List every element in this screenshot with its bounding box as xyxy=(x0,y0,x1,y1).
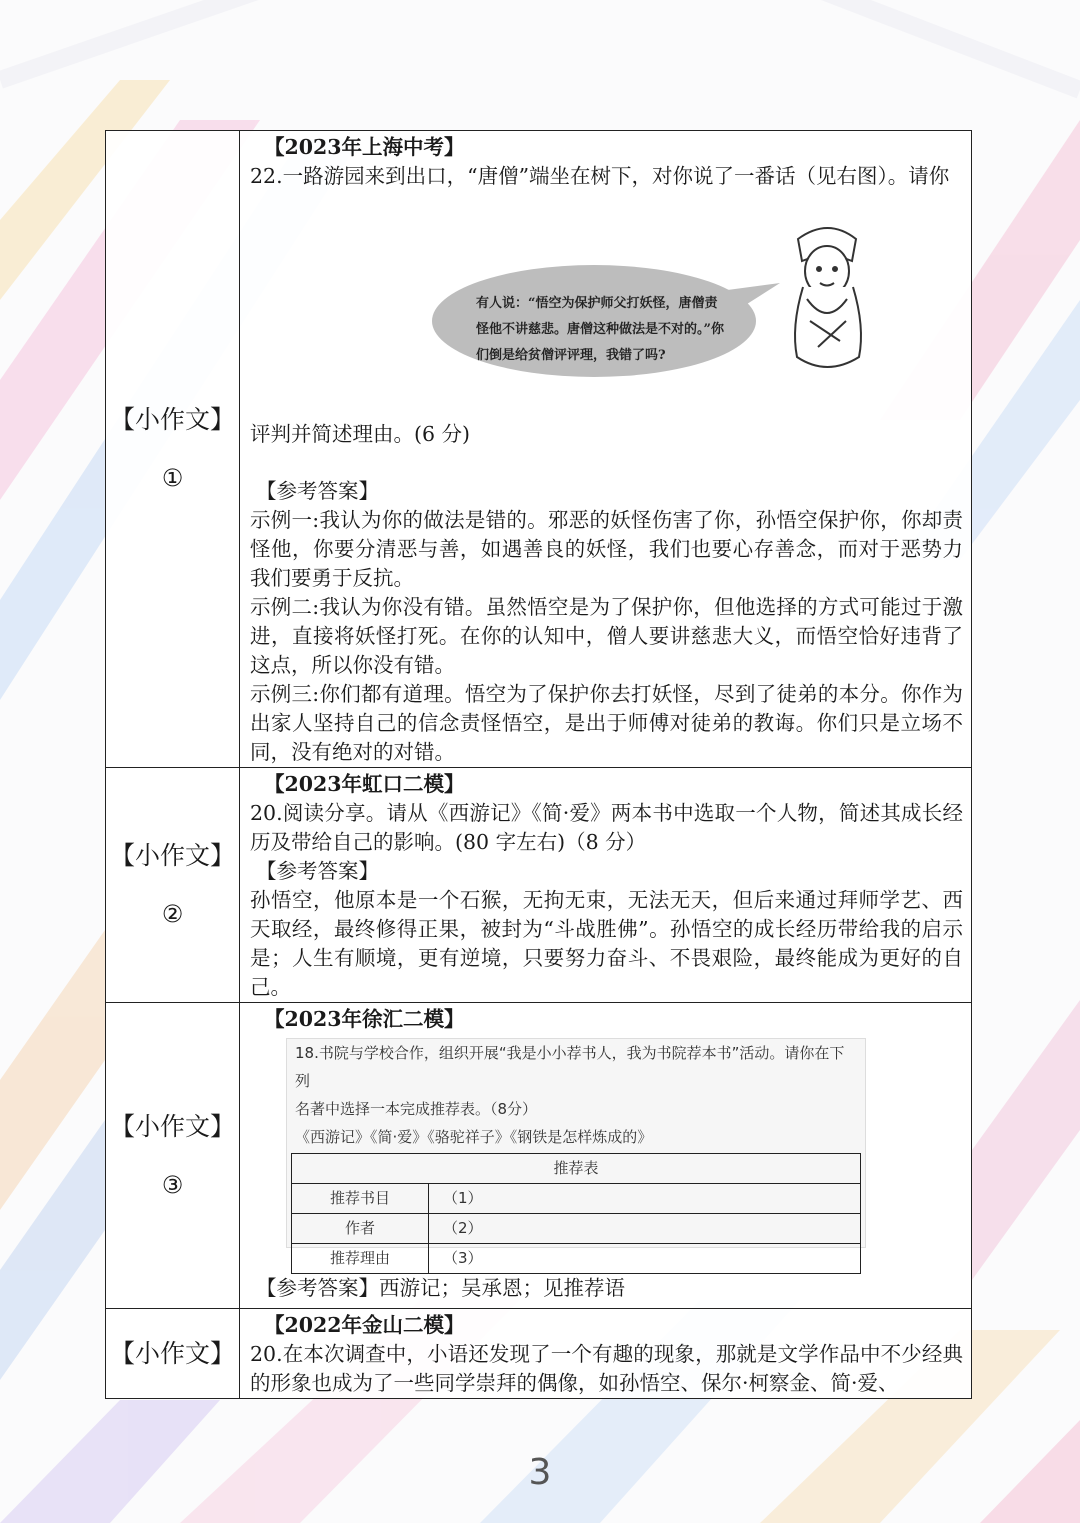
table-title: 推荐表 xyxy=(292,1154,861,1184)
answer-paragraph: 孙悟空，他原本是一个石猴，无拘无束，无法无天，但后来通过拜师学艺、西天取经，最终修得正果，被封为“斗战胜佛”。孙悟空的成长经历带给我的启示是；人生有顺境，更有逆境，只要努力奋斗、不畏艰险，最终能成为更好的自己。 xyxy=(250,888,963,999)
row-content-3 xyxy=(240,1003,972,1309)
question-line: 22.一路游园来到出口，“唐僧”端坐在树下，对你说了一番话（见右图）。请你 xyxy=(250,164,950,188)
row-label-4 xyxy=(106,1309,240,1399)
row-label-2 xyxy=(106,768,240,1003)
bubble-line: 怪他不讲慈悲。唐僧这种做法是不对的。”你 xyxy=(476,322,724,337)
table-row xyxy=(292,1184,861,1214)
table-key: 推荐书目 xyxy=(292,1184,429,1214)
answer-paragraph: 示例一:我认为你的做法是错的。邪恶的妖怪伤害了你，孙悟空保护你，你却责怪他，你要分清恶与善，如遇善良的妖怪，我们也要心存善念，而对于恶势力我们要勇于反抗。 xyxy=(250,508,963,590)
question-line: 评判并简述理由。(6 分) xyxy=(250,422,471,446)
table-row xyxy=(292,1244,861,1274)
question-text: 20.在本次调查中，小语还发现了一个有趣的现象，那就是文学作品中不少经典的形象也成为了一些同学崇拜的偶像，如孙悟空、保尔·柯察金、简·爱、 xyxy=(250,1342,963,1395)
recommendation-table xyxy=(291,1153,861,1274)
answer-paragraph: 示例二:我认为你没有错。虽然悟空是为了保护你，但他选择的方式可能过于激进，直接将妖怪打死。在你的认知中，僧人要讲慈悲大义，而悟空恰好违背了这点，所以你没有错。 xyxy=(250,595,963,677)
question-table xyxy=(105,130,972,1399)
table-key: 作者 xyxy=(292,1214,429,1244)
answer-line: 【参考答案】西游记；吴承恩；见推荐语 xyxy=(256,1276,625,1300)
answer-heading: 【参考答案】 xyxy=(256,479,379,503)
row-label-3 xyxy=(106,1003,240,1309)
row-content-1 xyxy=(240,131,972,768)
page-number: 3 xyxy=(528,1452,552,1493)
row-content-2 xyxy=(240,768,972,1003)
row-label-1 xyxy=(106,131,240,768)
question-text: 20.阅读分享。请从《西游记》《简·爱》两本书中选取一个人物，简述其成长经历及带给自己的影响。(80 字左右)（8 分） xyxy=(250,801,963,854)
source-tag: 【2022年金山二模】 xyxy=(264,1313,465,1337)
embedded-line: 名著中选择一本完成推荐表。（8分） xyxy=(295,1100,538,1118)
bubble-line: 们倒是给贫僧评评理，我错了吗? xyxy=(476,348,666,363)
source-tag: 【2023年虹口二模】 xyxy=(264,772,465,796)
embedded-question-image xyxy=(286,1038,866,1267)
bubble-line: 有人说：“悟空为保护师父打妖怪，唐僧责 xyxy=(476,296,718,311)
source-tag: 【2023年上海中考】 xyxy=(264,135,465,159)
row-title: 【小作文】 xyxy=(109,405,235,434)
row-number: ① xyxy=(161,464,184,492)
tang-seng-illustration xyxy=(250,191,963,406)
row-number: ③ xyxy=(161,1170,184,1199)
table-key: 推荐理由 xyxy=(292,1244,429,1274)
table-row xyxy=(292,1214,861,1244)
source-tag: 【2023年徐汇二模】 xyxy=(264,1007,465,1031)
table-value: （1） xyxy=(429,1184,861,1214)
answer-heading: 【参考答案】 xyxy=(256,859,379,883)
table-value: （3） xyxy=(429,1244,861,1274)
answer-paragraph: 示例三:你们都有道理。悟空为了保护你去打妖怪，尽到了徒弟的本分。你作为出家人坚持自己的信念责怪悟空，是出于师傅对徒弟的教诲。你们只是立场不同，没有绝对的对错。 xyxy=(250,682,963,764)
table-value: （2） xyxy=(429,1214,861,1244)
row-content-4 xyxy=(240,1309,972,1399)
row-number: ② xyxy=(161,900,184,928)
row-title: 【小作文】 xyxy=(109,1338,235,1368)
row-title: 【小作文】 xyxy=(109,1111,235,1141)
book-list: 《西游记》《简·爱》《骆驼祥子》《钢铁是怎样炼成的》 xyxy=(295,1128,653,1146)
row-title: 【小作文】 xyxy=(109,841,235,870)
embedded-line: 18.书院与学校合作，组织开展“我是小小荐书人，我为书院荐本书”活动。请你在下列 xyxy=(295,1044,845,1090)
